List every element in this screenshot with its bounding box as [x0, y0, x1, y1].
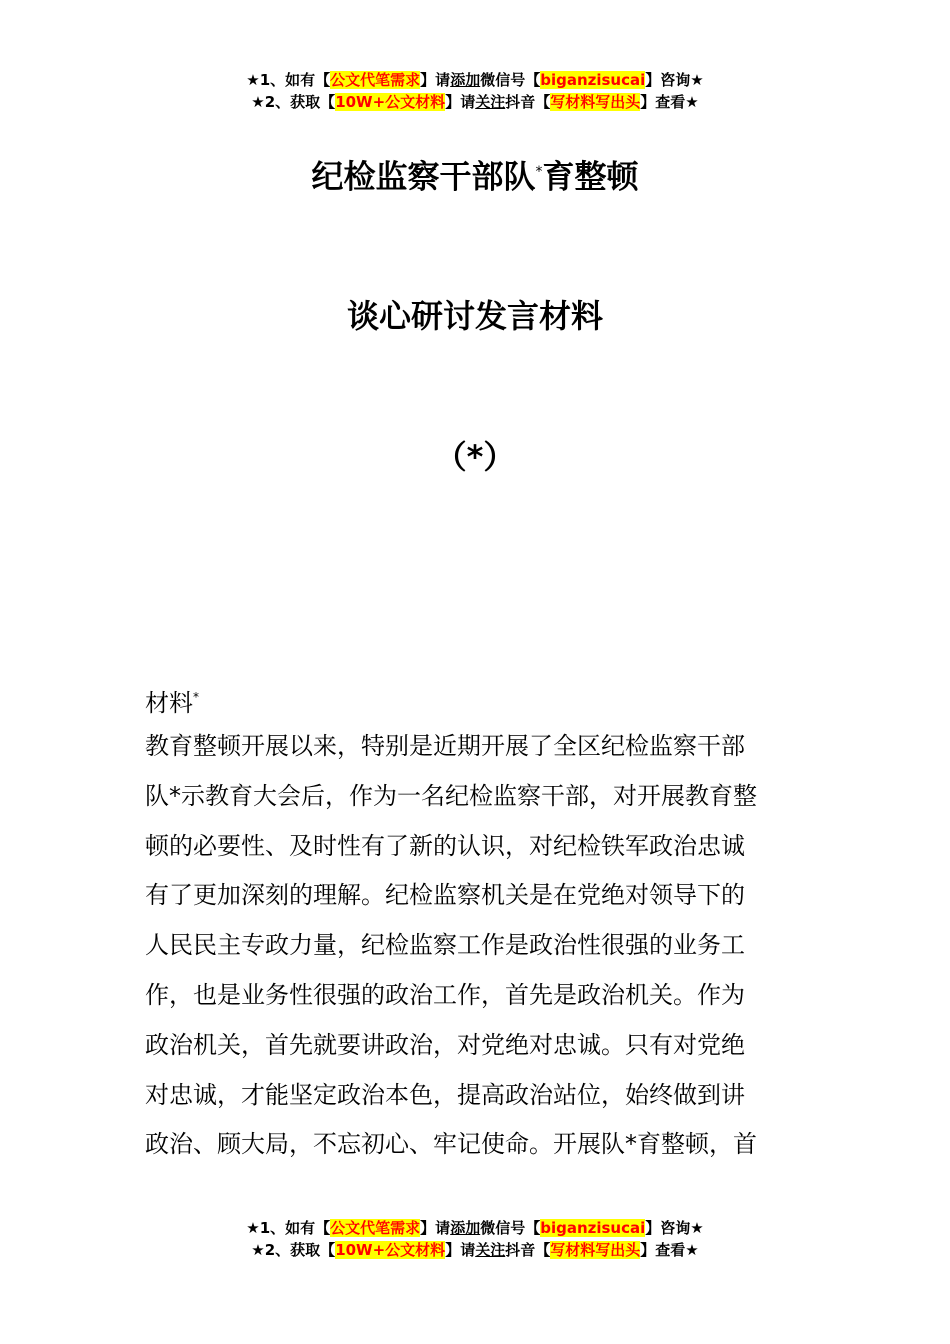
notice-text: 】查看★ — [640, 1241, 699, 1259]
notice-line-2 — [0, 1239, 950, 1261]
notice-text: 】请 — [420, 1219, 451, 1237]
notice-underline: 添加 — [450, 1219, 481, 1237]
body-line: 作，也是业务性很强的政治工作，首先是政治机关。作为 — [145, 980, 745, 1009]
notice-text: 】咨询★ — [645, 1219, 704, 1237]
notice-text: ★1、如有【 — [246, 71, 331, 89]
body-line: 有了更加深刻的理解。纪检监察机关是在党绝对领导下的 — [145, 881, 745, 910]
document-title — [0, 152, 950, 197]
notice-highlight: 10W+公文材料 — [335, 1241, 446, 1259]
title-text: 育整顿 — [542, 157, 639, 196]
notice-text: 】查看★ — [640, 93, 699, 111]
body-line: 顿的必要性、及时性有了新的认识，对纪检铁军政治忠诚 — [145, 831, 745, 860]
notice-highlight: 写材料写出头 — [550, 93, 641, 111]
notice-text: 】请 — [445, 93, 476, 111]
document-number: （*） — [434, 438, 516, 476]
notice-text: 抖音【 — [505, 93, 551, 111]
body-line: 人民民主专政力量，纪检监察工作是政治性很强的业务工 — [145, 931, 745, 960]
notice-text: ★2、获取【 — [251, 93, 336, 111]
notice-text: 微信号【 — [480, 71, 541, 89]
footer-notice — [0, 1217, 950, 1261]
notice-highlight: 10W+公文材料 — [335, 93, 446, 111]
notice-highlight: 公文代笔需求 — [330, 71, 421, 89]
section-label — [145, 681, 199, 719]
notice-text: 微信号【 — [480, 1219, 541, 1237]
notice-line-1 — [0, 69, 950, 91]
title-text: 纪检监察干部队 — [311, 157, 536, 196]
header-notice — [0, 69, 950, 113]
body-line: 政治机关，首先就要讲政治，对党绝对忠诚。只有对党绝 — [145, 1030, 745, 1059]
notice-text: 】请 — [420, 71, 451, 89]
label-text: 材料 — [145, 689, 193, 717]
title-mark: * — [535, 164, 543, 180]
notice-text: ★2、获取【 — [251, 1241, 336, 1259]
document-subtitle: 谈心研讨发言材料 — [346, 297, 603, 335]
body-line: 政治、顾大局，不忘初心、牢记使命。开展队*育整顿，首 — [145, 1130, 757, 1159]
notice-text: 】咨询★ — [645, 71, 704, 89]
label-mark: * — [193, 690, 199, 704]
notice-text: ★1、如有【 — [246, 1219, 331, 1237]
notice-highlight: biganzisucai — [540, 1219, 646, 1237]
notice-text: 抖音【 — [505, 1241, 551, 1259]
body-paragraph — [145, 728, 810, 1176]
notice-underline: 添加 — [450, 71, 481, 89]
body-line: 教育整顿开展以来，特别是近期开展了全区纪检监察干部 — [145, 732, 745, 760]
notice-line-1 — [0, 1217, 950, 1239]
notice-highlight: 写材料写出头 — [550, 1241, 641, 1259]
notice-highlight: 公文代笔需求 — [330, 1219, 421, 1237]
notice-text: 】请 — [445, 1241, 476, 1259]
notice-line-2 — [0, 91, 950, 113]
notice-underline: 关注 — [475, 1241, 506, 1259]
body-line: 队*示教育大会后，作为一名纪检监察干部，对开展教育整 — [145, 781, 757, 810]
notice-underline: 关注 — [475, 93, 506, 111]
body-line: 对忠诚，才能坚定政治本色，提高政治站位，始终做到讲 — [145, 1080, 745, 1109]
notice-highlight: biganzisucai — [540, 71, 646, 89]
